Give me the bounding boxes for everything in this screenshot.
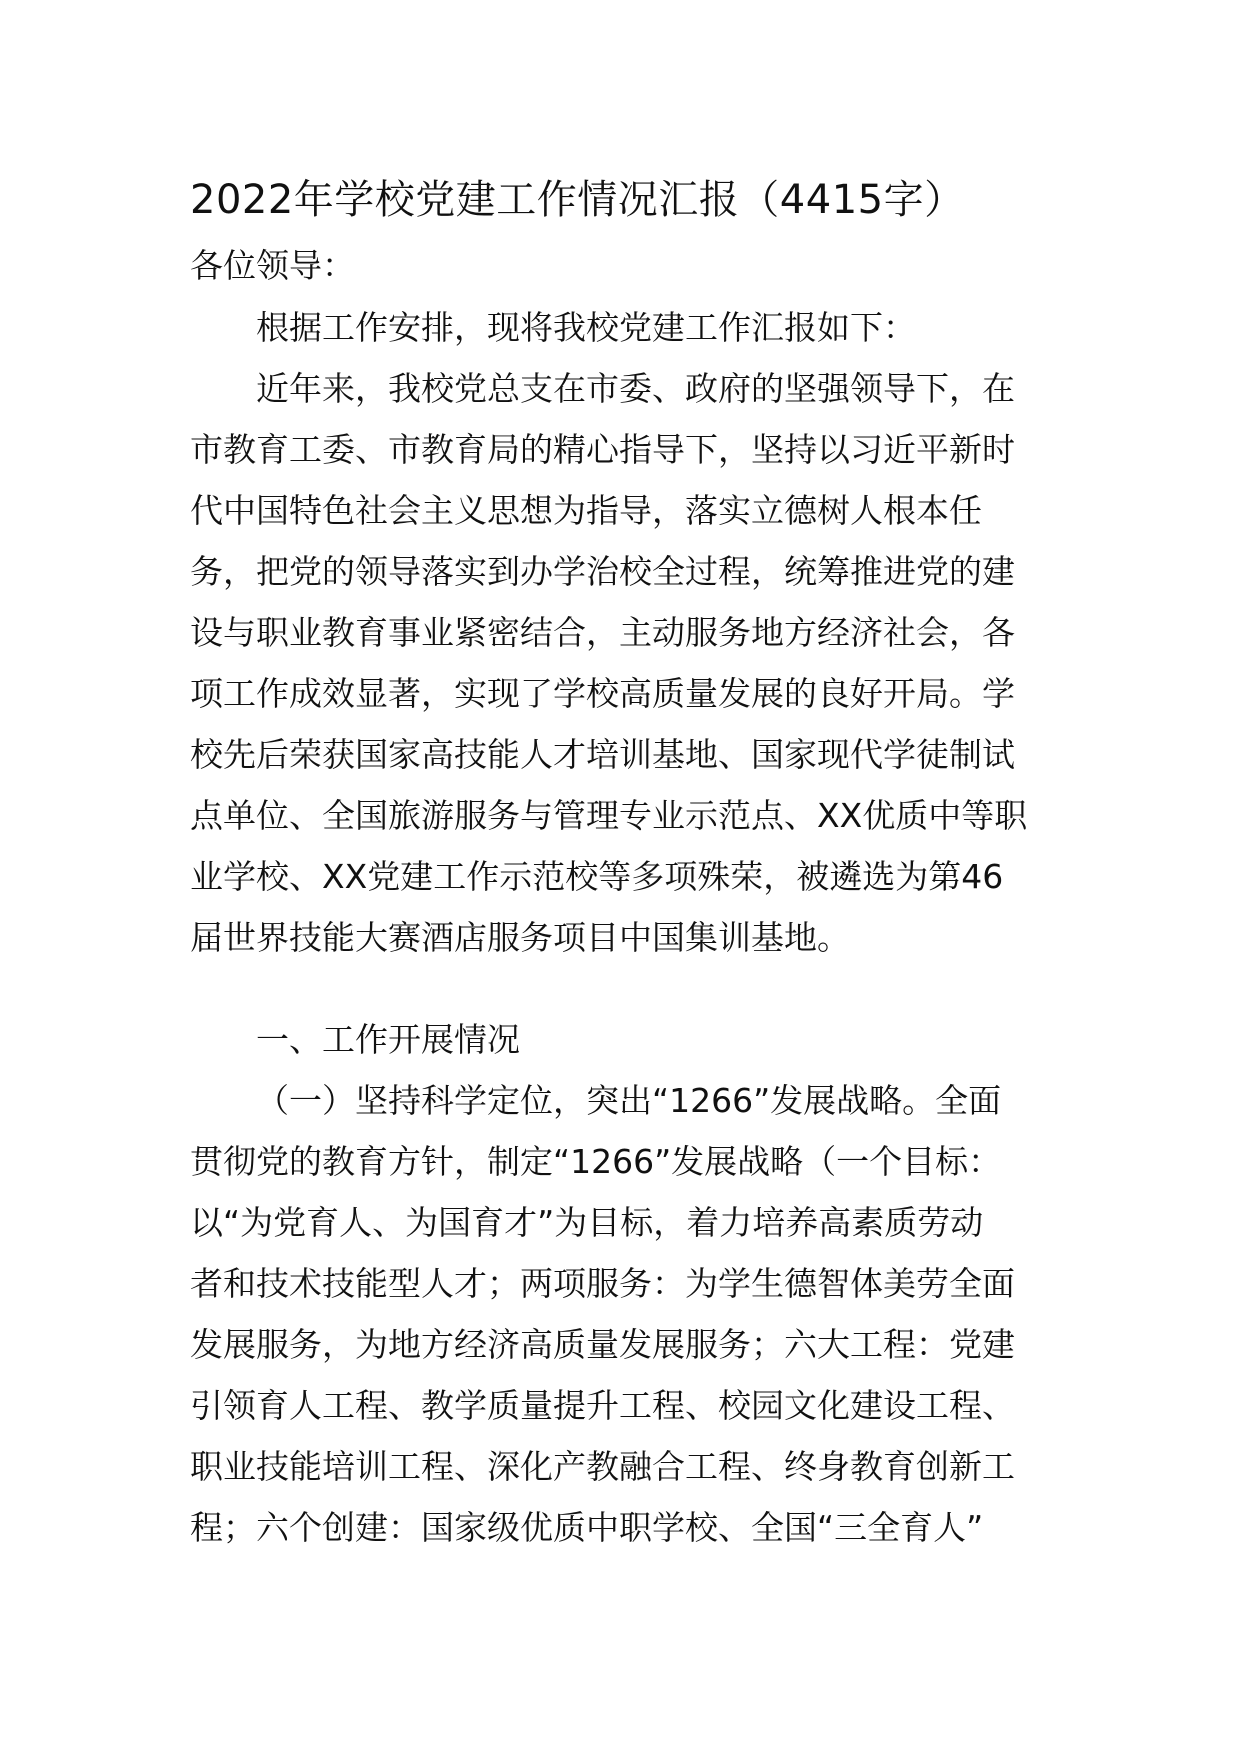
paragraph-line: 代中国特色社会主义思想为指导，落实立德树人根本任 (190, 491, 982, 530)
paragraph-line: 以“为党育人、为国育才”为目标，着力培养高素质劳动 (190, 1203, 984, 1242)
paragraph-line: 贯彻党的教育方针，制定“1266”发展战略（一个目标： (190, 1142, 1002, 1181)
salutation: 各位领导： (190, 246, 355, 285)
paragraph-line: （一）坚持科学定位，突出“1266”发展战略。全面 (256, 1081, 1002, 1120)
page-title: 2022年学校党建工作情况汇报（4415字） (190, 177, 965, 223)
paragraph-line: 项工作成效显著，实现了学校高质量发展的良好开局。学 (190, 674, 1015, 713)
paragraph-line: 引领育人工程、教学质量提升工程、校园文化建设工程、 (190, 1386, 1015, 1425)
paragraph-line: 业学校、XX党建工作示范校等多项殊荣，被遴选为第46 (190, 857, 1004, 896)
paragraph-line: 近年来，我校党总支在市委、政府的坚强领导下，在 (256, 369, 1015, 408)
paragraph-line: 职业技能培训工程、深化产教融合工程、终身教育创新工 (190, 1447, 1015, 1486)
paragraph-line: 市教育工委、市教育局的精心指导下，坚持以习近平新时 (190, 430, 1015, 469)
paragraph-line: 者和技术技能型人才；两项服务：为学生德智体美劳全面 (190, 1264, 1015, 1303)
paragraph-line: 设与职业教育事业紧密结合，主动服务地方经济社会，各 (190, 613, 1015, 652)
paragraph-line: 根据工作安排，现将我校党建工作汇报如下： (256, 308, 916, 347)
paragraph-line: 点单位、全国旅游服务与管理专业示范点、XX优质中等职 (190, 796, 1028, 835)
paragraph-line: 程；六个创建：国家级优质中职学校、全国“三全育人” (190, 1508, 984, 1547)
section-heading: 一、工作开展情况 (256, 1020, 520, 1059)
paragraph-line: 届世界技能大赛酒店服务项目中国集训基地。 (190, 918, 850, 957)
paragraph-line: 务，把党的领导落实到办学治校全过程，统筹推进党的建 (190, 552, 1015, 591)
paragraph-line: 发展服务，为地方经济高质量发展服务；六大工程：党建 (190, 1325, 1015, 1364)
paragraph-line: 校先后荣获国家高技能人才培训基地、国家现代学徒制试 (190, 735, 1015, 774)
